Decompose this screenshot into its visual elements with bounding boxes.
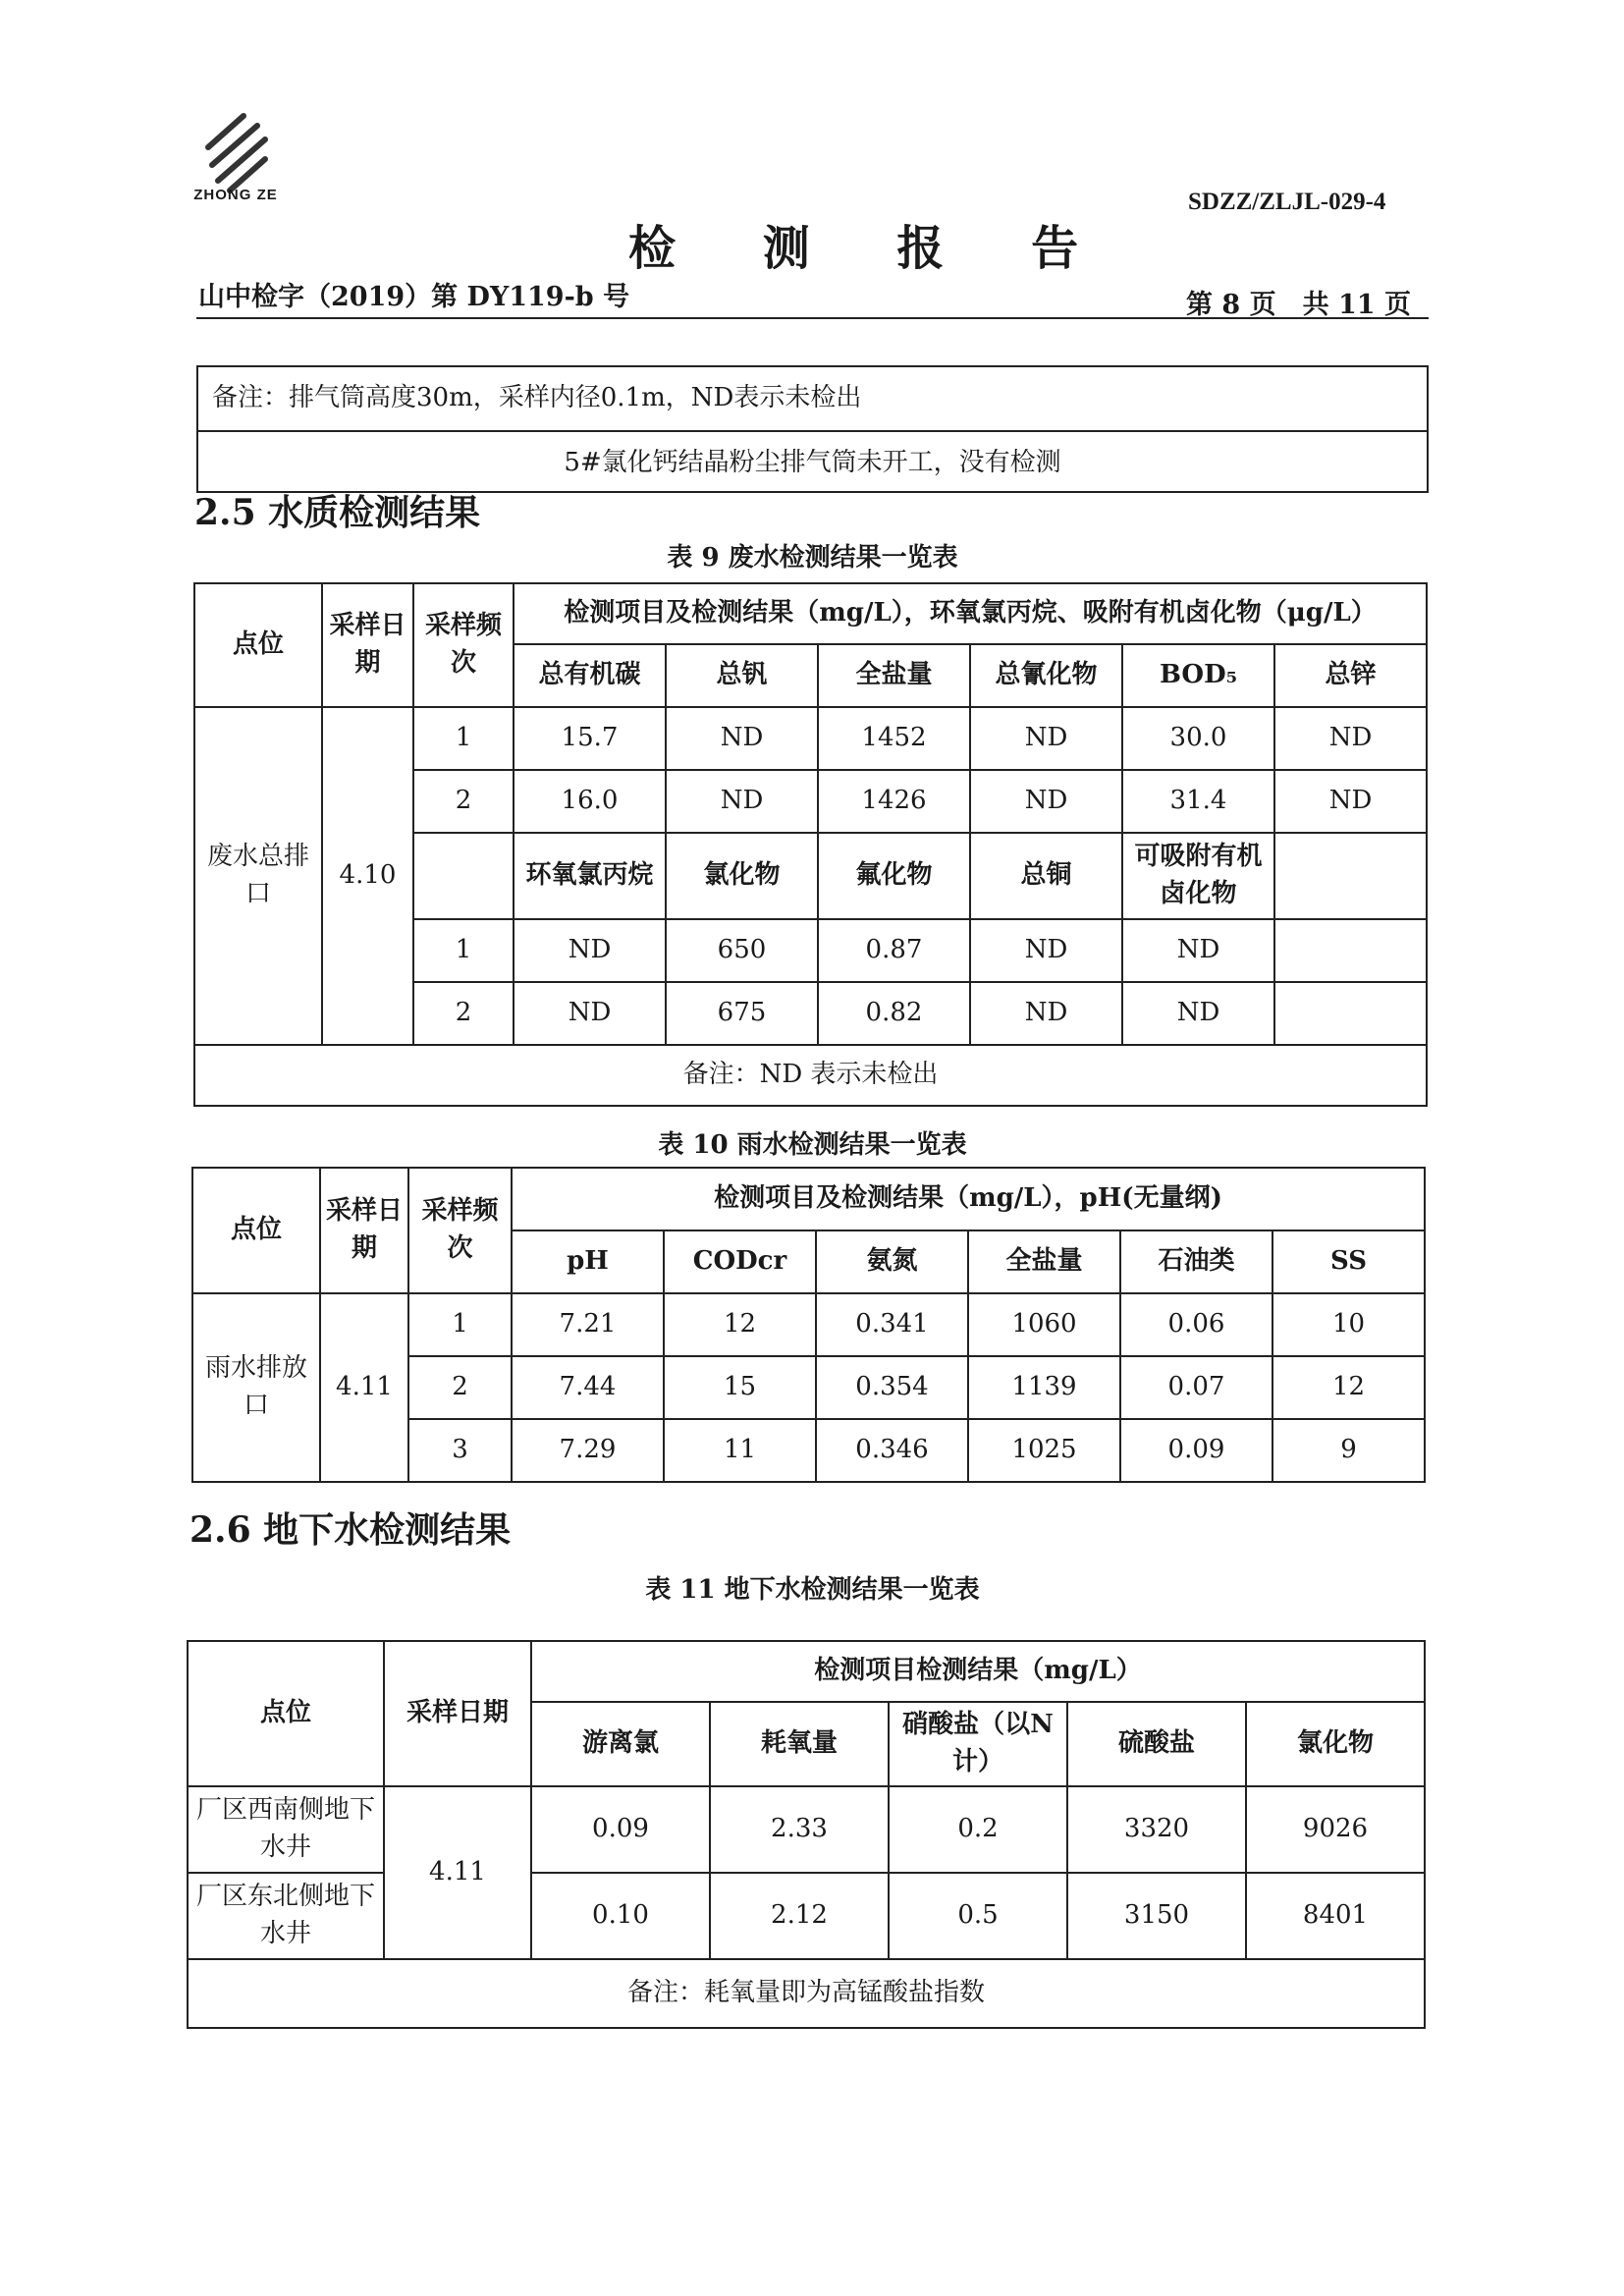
rainwater-table [191,1167,1426,1483]
cell-value: 11 [664,1419,816,1482]
cell-value: 0.09 [1120,1419,1272,1482]
col-header-item: 总氰化物 [970,644,1122,707]
cell-value: 12 [664,1293,816,1356]
cell-value: 0.07 [1120,1356,1272,1419]
wastewater-table [193,582,1428,1107]
cell-frequency: 3 [408,1419,512,1482]
table-row [188,1873,1425,1959]
cell-date: 4.10 [322,707,413,1045]
top-note-line1: 备注：排气筒高度30m，采样内径0.1m，ND表示未检出 [198,367,1427,432]
cell-value: 7.44 [512,1356,664,1419]
cell-value: 10 [1272,1293,1425,1356]
col-header-frequency: 采样频次 [413,583,514,707]
cell-date: 4.11 [384,1786,531,1959]
cell-value: 0.10 [531,1873,710,1959]
report-number: 山中检字（2019）第 DY119-b 号 [198,282,630,312]
col-header-item: 总铜 [970,833,1122,919]
cell-value: 0.2 [889,1786,1067,1873]
col-header-item: CODcr [664,1230,816,1293]
cell-value: 1426 [818,770,970,833]
col-header-item: 全盐量 [968,1230,1120,1293]
cell-value: 1060 [968,1293,1120,1356]
cell-value: 1025 [968,1419,1120,1482]
cell-value: 9026 [1246,1786,1425,1873]
col-header-item: 可吸附有机卤化物 [1122,833,1274,919]
cell-value: ND [970,982,1122,1045]
col-header-point: 点位 [192,1168,320,1293]
col-header-frequency: 采样频次 [408,1168,512,1293]
section-heading-water-quality: 2.5 水质检测结果 [194,492,481,533]
col-header-item: 氨氮 [816,1230,968,1293]
cell-value: ND [970,707,1122,770]
cell-value: 2.33 [710,1786,889,1873]
col-header-date: 采样日期 [322,583,413,707]
page-title: 检 测 报 告 [628,221,1114,276]
cell-value: 16.0 [514,770,666,833]
cell-frequency: 2 [413,770,514,833]
cell-value: 8401 [1246,1873,1425,1959]
document-code: SDZZ/ZLJL-029-4 [1188,189,1386,215]
cell-point: 雨水排放口 [192,1293,320,1482]
cell-value: 0.354 [816,1356,968,1419]
cell-value: ND [1274,707,1427,770]
cell-value: 650 [666,919,818,982]
col-header-item: 氯化物 [1246,1702,1425,1786]
col-header-item: BOD₅ [1122,644,1274,707]
col-header-point: 点位 [188,1641,384,1786]
cell-frequency: 1 [413,707,514,770]
cell-value: 3320 [1067,1786,1246,1873]
cell-frequency: 1 [408,1293,512,1356]
cell-frequency: 2 [413,982,514,1045]
cell-value: ND [666,707,818,770]
cell-frequency: 2 [408,1356,512,1419]
cell-value: 15 [664,1356,816,1419]
cell-value: 0.341 [816,1293,968,1356]
cell-value: 0.06 [1120,1293,1272,1356]
top-note-box [196,365,1429,493]
cell-value: 12 [1272,1356,1425,1419]
section-heading-groundwater: 2.6 地下水检测结果 [189,1509,512,1551]
cell-value: ND [1274,770,1427,833]
cell-value: 1139 [968,1356,1120,1419]
col-header-item: 硝酸盐（以N计） [889,1702,1067,1786]
cell-value: 15.7 [514,707,666,770]
cell-value: ND [970,770,1122,833]
page-info: 第 8 页 共 11 页 [1186,290,1411,320]
groundwater-table [187,1640,1426,2029]
cell-value: ND [1122,982,1274,1045]
table9-note: 备注：ND 表示未检出 [194,1045,1427,1106]
table11-caption: 表 11 地下水检测结果一览表 [645,1575,980,1605]
cell-value: 7.29 [512,1419,664,1482]
table11-note: 备注：耗氧量即为高锰酸盐指数 [188,1959,1425,2028]
col-header-group: 检测项目及检测结果（mg/L），环氧氯丙烷、吸附有机卤化物（μg/L） [514,583,1427,644]
cell-value: 2.12 [710,1873,889,1959]
col-header-item: SS [1272,1230,1425,1293]
col-header-item: 总钒 [666,644,818,707]
col-header-group: 检测项目检测结果（mg/L） [531,1641,1425,1702]
col-header-date: 采样日期 [320,1168,408,1293]
table10-caption: 表 10 雨水检测结果一览表 [658,1130,967,1160]
cell-value: ND [1122,919,1274,982]
table-row [194,707,1427,770]
cell-value: 0.09 [531,1786,710,1873]
col-header-date: 采样日期 [384,1641,531,1786]
col-header-item: 环氧氯丙烷 [514,833,666,919]
col-header-item: 氟化物 [818,833,970,919]
cell-point: 厂区西南侧地下水井 [188,1786,384,1873]
cell-date: 4.11 [320,1293,408,1482]
cell-value: 30.0 [1122,707,1274,770]
col-header-group: 检测项目及检测结果（mg/L），pH(无量纲) [512,1168,1425,1230]
cell-value [1274,982,1427,1045]
header-divider [196,317,1429,319]
top-note-line2: 5#氯化钙结晶粉尘排气筒未开工，没有检测 [564,448,1061,477]
cell-value: 7.21 [512,1293,664,1356]
cell-value: 1452 [818,707,970,770]
cell-value: 0.346 [816,1419,968,1482]
cell-value: 0.5 [889,1873,1067,1959]
cell-value: 31.4 [1122,770,1274,833]
cell-value: ND [666,770,818,833]
table-row [188,1786,1425,1873]
cell-empty [413,833,514,919]
cell-value: 3150 [1067,1873,1246,1959]
col-header-item: 游离氯 [531,1702,710,1786]
cell-value: 675 [666,982,818,1045]
table9-caption: 表 9 废水检测结果一览表 [667,543,958,573]
col-header-item: 硫酸盐 [1067,1702,1246,1786]
col-header-point: 点位 [194,583,322,707]
cell-value: 0.87 [818,919,970,982]
cell-frequency: 1 [413,919,514,982]
table-row [192,1293,1425,1356]
cell-point: 厂区东北侧地下水井 [188,1873,384,1959]
cell-value: ND [970,919,1122,982]
col-header-item [1274,833,1427,919]
cell-value: ND [514,982,666,1045]
cell-value: 9 [1272,1419,1425,1482]
col-header-item: 氯化物 [666,833,818,919]
cell-point: 废水总排口 [194,707,322,1045]
cell-value: 0.82 [818,982,970,1045]
logo-text: ZHONG ZE [193,187,278,203]
col-header-item: 石油类 [1120,1230,1272,1293]
col-header-item: pH [512,1230,664,1293]
col-header-item: 总锌 [1274,644,1427,707]
cell-value [1274,919,1427,982]
col-header-item: 全盐量 [818,644,970,707]
cell-value: ND [514,919,666,982]
col-header-item: 耗氧量 [710,1702,889,1786]
col-header-item: 总有机碳 [514,644,666,707]
